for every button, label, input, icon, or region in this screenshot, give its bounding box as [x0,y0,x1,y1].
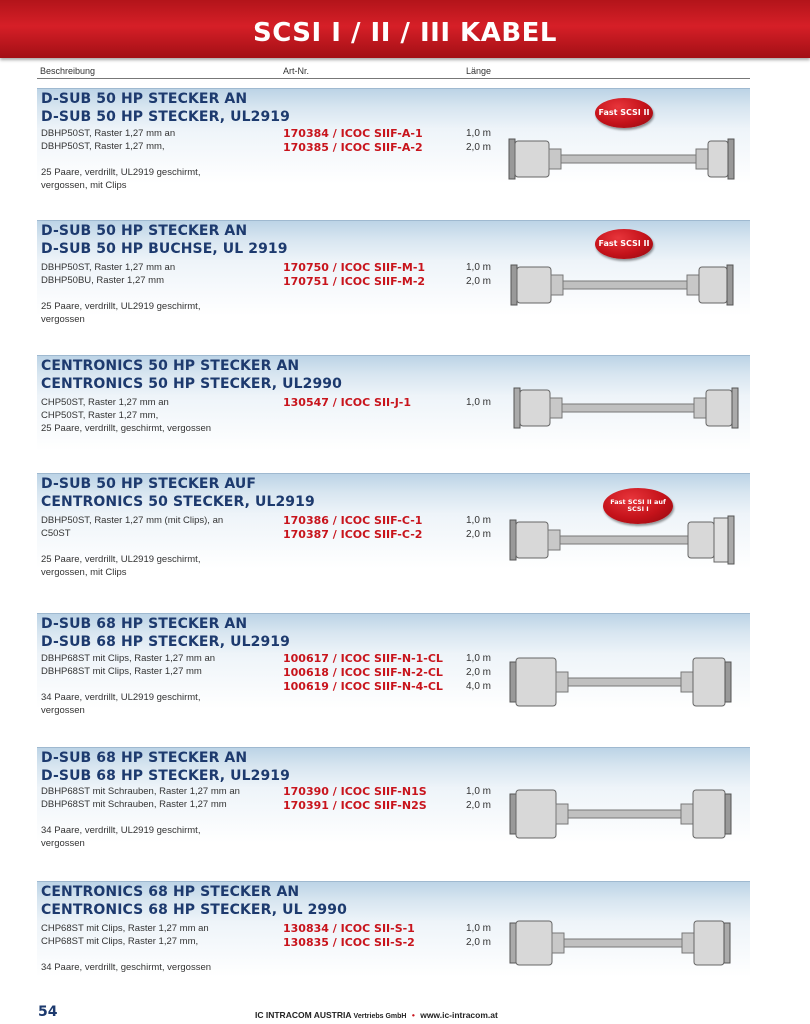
cable-image [507,914,747,972]
cable-length: 2,0 m [466,529,492,540]
section-title-line2: D-SUB 50 HP BUCHSE, UL 2919 [41,241,288,257]
cable-image [507,784,747,844]
article-number-list [283,785,427,813]
section-title-line2: D-SUB 50 HP STECKER, UL2919 [41,109,290,125]
article-number: 170390 / ICOC SIIF-N1S [283,785,427,798]
column-header-description: Beschreibung [40,66,96,76]
section-title-line1: D-SUB 68 HP STECKER AN [41,616,248,632]
section-description: DBHP68ST mit Schrauben, Raster 1,27 mm an DBHP68ST mit Schrauben, Raster 1,27 mm 34 Paare, verdrillt, UL2919 geschirmt, vergossen [41,786,240,849]
cable-image [507,652,747,712]
product-section [37,473,750,591]
product-section [37,613,750,733]
page-number: 54 [38,1004,58,1020]
column-header-length: Länge [466,66,492,76]
page-title: SCSI I / II / III KABEL [253,18,557,48]
header-banner [0,0,810,58]
article-number: 170387 / ICOC SIIF-C-2 [283,528,423,541]
section-title-line2: D-SUB 68 HP STECKER, UL2919 [41,768,290,784]
section-title-line1: D-SUB 50 HP STECKER AN [41,91,248,107]
section-description: DBHP50ST, Raster 1,27 mm an DBHP50BU, Raster 1,27 mm 25 Paare, verdrillt, UL2919 geschirmt, vergossen [41,262,201,325]
product-section [37,88,750,206]
cable-length: 1,0 m [466,515,492,526]
article-number: 100617 / ICOC SIIF-N-1-CL [283,652,443,665]
article-number-list [283,652,443,694]
section-description: DBHP50ST, Raster 1,27 mm an DBHP50ST, Raster 1,27 mm, 25 Paare, verdrillt, UL2919 geschirmt, vergossen, mit Clips [41,128,201,191]
length-list [466,922,491,950]
length-list [466,127,491,155]
product-section [37,220,750,338]
article-number: 130547 / ICOC SII-J-1 [283,396,412,409]
section-title-line1: D-SUB 50 HP STECKER AUF [41,476,257,492]
cable-length: 2,0 m [466,142,492,153]
article-number: 170386 / ICOC SIIF-C-1 [283,514,423,527]
length-list [466,785,491,813]
section-description: CHP68ST mit Clips, Raster 1,27 mm an CHP68ST mit Clips, Raster 1,27 mm, 34 Paare, verdrillt, geschirmt, vergossen [41,923,212,973]
product-section [37,355,750,455]
section-title-line1: CENTRONICS 50 HP STECKER AN [41,358,300,374]
article-number: 170391 / ICOC SIIF-N2S [283,799,427,812]
cable-length: 1,0 m [466,128,492,139]
fast-scsi-badge: Fast SCSI II [595,229,653,259]
article-number-list [283,261,425,289]
product-section [37,747,750,865]
cable-length: 1,0 m [466,262,492,273]
column-header-divider [37,78,750,79]
article-number-list [283,396,411,410]
website-link[interactable]: www.ic-intracom.at [420,1010,498,1020]
article-number: 100619 / ICOC SIIF-N-4-CL [283,680,443,693]
article-number-list [283,127,423,155]
length-list [466,652,491,694]
cable-length: 1,0 m [466,786,492,797]
cable-length: 2,0 m [466,276,492,287]
cable-length: 2,0 m [466,667,492,678]
article-number: 130835 / ICOC SII-S-2 [283,936,415,949]
section-title-line1: D-SUB 50 HP STECKER AN [41,223,248,239]
cable-length: 1,0 m [466,397,492,408]
cable-image [512,382,742,434]
fast-scsi-badge: Fast SCSI II auf SCSI I [603,488,673,524]
cable-image [507,131,737,187]
section-title-line2: CENTRONICS 50 HP STECKER, UL2990 [41,376,342,392]
article-number-list [283,922,415,950]
length-list [466,514,491,542]
cable-length: 2,0 m [466,937,492,948]
section-description: CHP50ST, Raster 1,27 mm an CHP50ST, Raster 1,27 mm, 25 Paare, verdrillt, geschirmt, vergossen [41,397,212,434]
product-section [37,881,750,985]
article-number: 130834 / ICOC SII-S-1 [283,922,415,935]
cable-image [507,259,747,311]
cable-image [507,512,747,568]
section-title-line2: CENTRONICS 50 STECKER, UL2919 [41,494,315,510]
article-number-list [283,514,422,542]
fast-scsi-badge: Fast SCSI II [595,98,653,128]
length-list [466,261,491,289]
section-description: DBHP50ST, Raster 1,27 mm (mit Clips), an C50ST 25 Paare, verdrillt, UL2919 geschirmt, vergossen, mit Clips [41,515,224,578]
cable-length: 4,0 m [466,681,492,692]
footer-company: IC INTRACOM AUSTRIA Vertriebs GmbH • www.ic-intracom.at [255,1010,498,1020]
section-title-line1: CENTRONICS 68 HP STECKER AN [41,884,300,900]
article-number: 170385 / ICOC SIIF-A-2 [283,141,423,154]
section-title-line1: D-SUB 68 HP STECKER AN [41,750,248,766]
section-description: DBHP68ST mit Clips, Raster 1,27 mm an DBHP68ST mit Clips, Raster 1,27 mm 34 Paare, verdrillt, UL2919 geschirmt, vergossen [41,653,216,716]
section-title-line2: D-SUB 68 HP STECKER, UL2919 [41,634,290,650]
article-number: 170750 / ICOC SIIF-M-1 [283,261,426,274]
cable-length: 1,0 m [466,923,492,934]
cable-length: 2,0 m [466,800,492,811]
section-title-line2: CENTRONICS 68 HP STECKER, UL 2990 [41,902,347,918]
cable-length: 1,0 m [466,653,492,664]
article-number: 170751 / ICOC SIIF-M-2 [283,275,426,288]
article-number: 170384 / ICOC SIIF-A-1 [283,127,423,140]
column-header-artnr: Art-Nr. [283,66,309,76]
article-number: 100618 / ICOC SIIF-N-2-CL [283,666,443,679]
length-list [466,396,491,410]
